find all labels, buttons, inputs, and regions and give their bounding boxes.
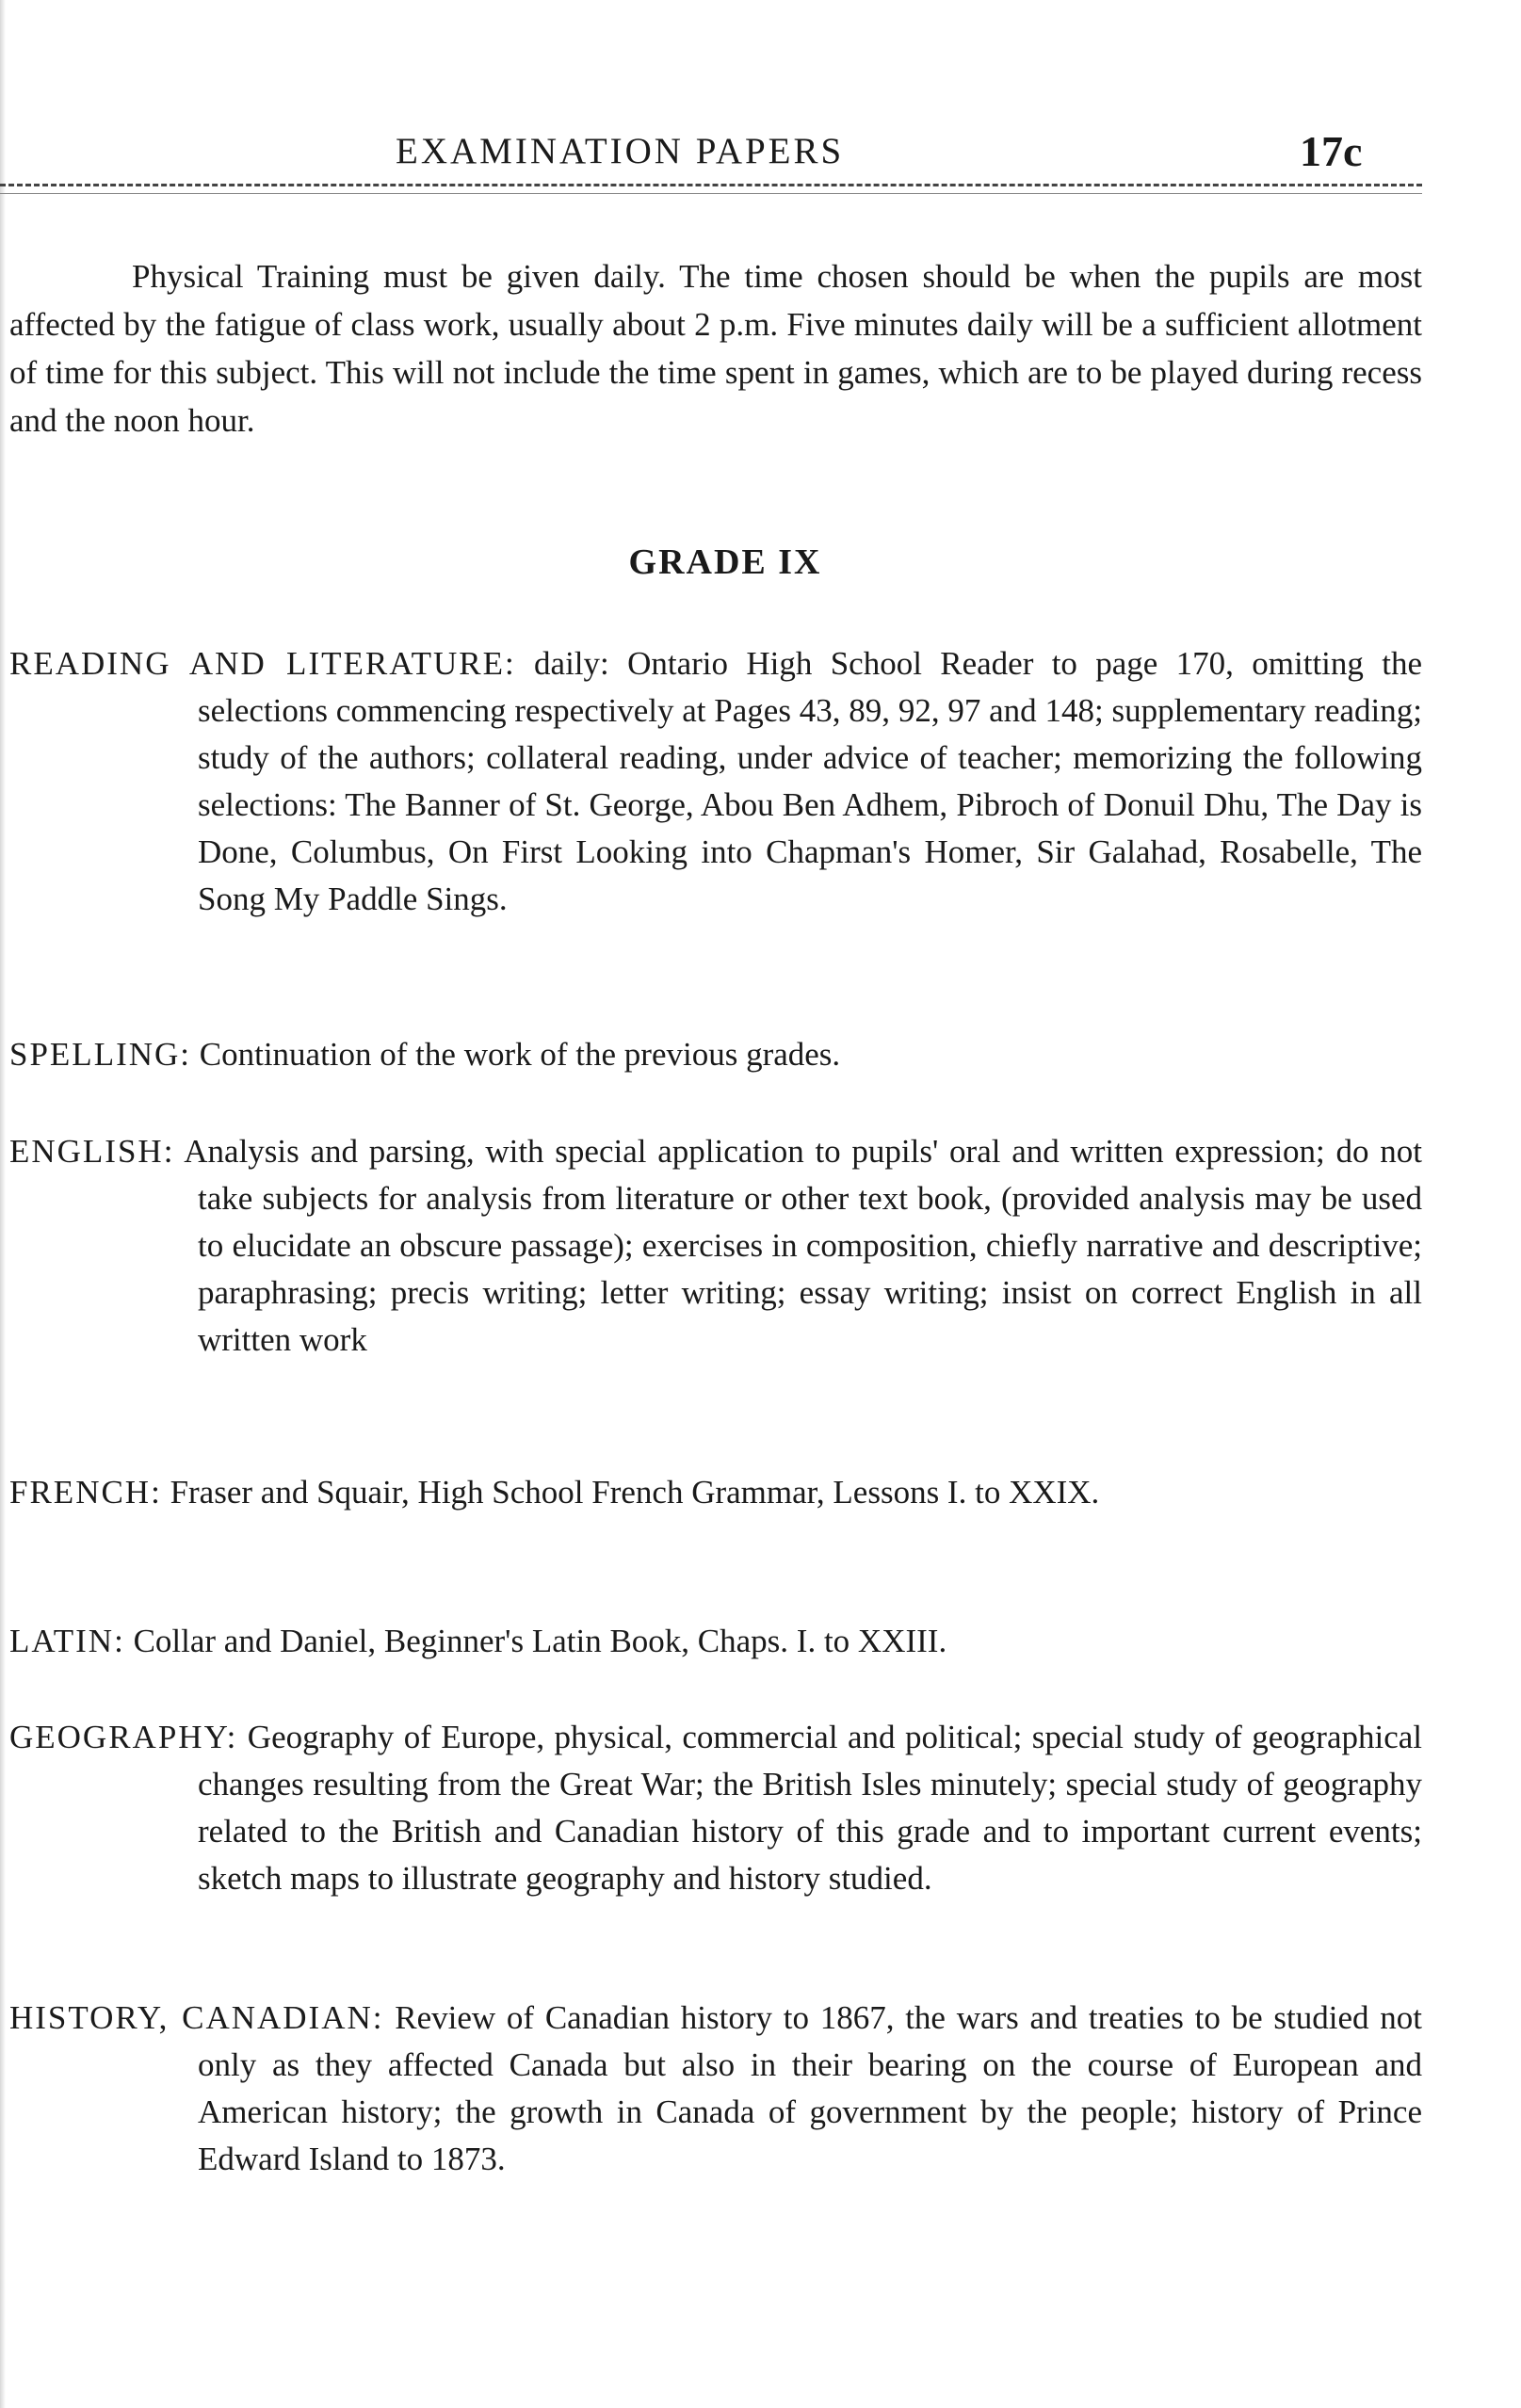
entry-text: Continuation of the work of the previous grades. bbox=[199, 1036, 841, 1073]
entry-subject: LATIN: bbox=[9, 1623, 125, 1659]
running-title: EXAMINATION PAPERS bbox=[396, 131, 845, 171]
entry-geography bbox=[9, 1714, 1422, 1902]
entry-reading-literature bbox=[9, 640, 1422, 923]
entry-text: Geography of Europe, physical, commercial and political; special study of geographical changes resulting from the Great War; the British Isles minutely; special study of geography related to the British and Canadian history of this grade and to important current events; sketch maps to illustrate geography and history studied. bbox=[198, 1719, 1423, 1897]
header-rule bbox=[0, 184, 1422, 186]
page-number: 17c bbox=[1300, 127, 1363, 175]
entry-text: daily: Ontario High School Reader to page 170, omitting the selections commencing respectively at Pages 43, 89, 92, 97 and 148; supplementary reading; study of the authors; collateral reading, under advice of teacher; memorizing the following selections: The Banner of St. George, Abou Ben Adhem, Pibroch of Donuil Dhu, The Day is Done, Columbus, On First Looking into Chapman's Homer, Sir Galahad, Rosabelle, The Song My Paddle Sings. bbox=[198, 645, 1422, 917]
entry-subject: HISTORY, CANADIAN: bbox=[9, 1999, 384, 2036]
entry-text: Collar and Daniel, Beginner's Latin Book, Chaps. I. to XXIII. bbox=[133, 1623, 947, 1659]
entry-english bbox=[9, 1128, 1422, 1364]
entry-spelling bbox=[9, 1031, 1422, 1078]
entry-subject: ENGLISH: bbox=[9, 1133, 175, 1170]
header-rule-thin bbox=[0, 193, 1422, 194]
entry-text: Fraser and Squair, High School French Grammar, Lessons I. to XXIX. bbox=[170, 1474, 1100, 1511]
entry-subject: FRENCH: bbox=[9, 1474, 162, 1511]
entry-subject: SPELLING: bbox=[9, 1036, 191, 1073]
entry-latin bbox=[9, 1618, 1422, 1665]
entry-french bbox=[9, 1469, 1422, 1516]
intro-paragraph: Physical Training must be given daily. The time chosen should be when the pupils are most affected by the fatigue of class work, usually about 2 p.m. Five minutes daily will be a sufficient allotment of time for this subject. This will not include the time spent in games, which are to be played during recess and the noon hour. bbox=[9, 258, 1422, 439]
entry-subject: GEOGRAPHY: bbox=[9, 1719, 238, 1755]
entry-text: Analysis and parsing, with special application to pupils' oral and written expression; do not take subjects for analysis from literature or other text book, (provided analysis may be used to elucidate an obscure passage); exercises in composition, chiefly narrative and descriptive; paraphrasing; precis writing; letter writing; essay writing; insist on correct English in all written work bbox=[184, 1133, 1422, 1358]
running-head bbox=[0, 121, 1521, 177]
entry-text: Review of Canadian history to 1867, the wars and treaties to be studied not only as they affected Canada but also in their bearing on the course of European and American history; the growth in Canada of government by the people; history of Prince Edward Island to 1873. bbox=[198, 1999, 1422, 2177]
entry-subject: READING AND LITERATURE: bbox=[9, 645, 516, 682]
grade-heading: GRADE IX bbox=[628, 542, 822, 582]
entry-history-canadian bbox=[9, 1995, 1422, 2183]
page-edge-shadow bbox=[0, 0, 6, 2408]
